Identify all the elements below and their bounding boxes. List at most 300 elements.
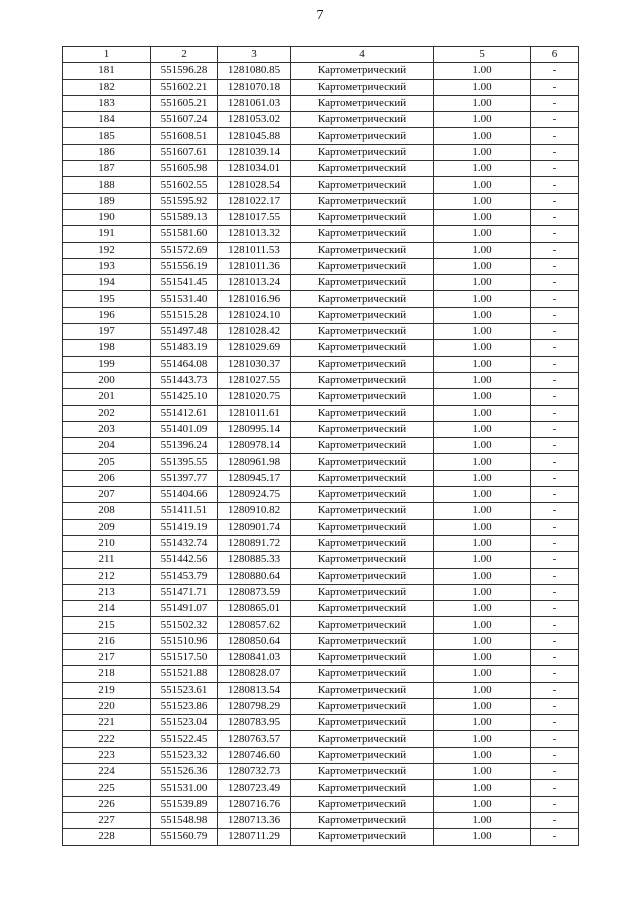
y-coordinate-cell: 1281011.36 xyxy=(218,258,291,274)
y-coordinate-cell: 1281053.02 xyxy=(218,112,291,128)
point-number-cell: 196 xyxy=(63,307,151,323)
table-row xyxy=(63,63,579,79)
method-cell: Картометрический xyxy=(291,666,434,682)
method-cell: Картометрический xyxy=(291,242,434,258)
column-header: 2 xyxy=(151,47,218,63)
point-number-cell: 226 xyxy=(63,796,151,812)
y-coordinate-cell: 1280978.14 xyxy=(218,438,291,454)
accuracy-cell: 1.00 xyxy=(434,568,531,584)
table-row xyxy=(63,193,579,209)
method-cell: Картометрический xyxy=(291,535,434,551)
y-coordinate-cell: 1281011.53 xyxy=(218,242,291,258)
note-cell: - xyxy=(531,698,579,714)
note-cell: - xyxy=(531,112,579,128)
method-cell: Картометрический xyxy=(291,389,434,405)
accuracy-cell: 1.00 xyxy=(434,307,531,323)
column-header: 1 xyxy=(63,47,151,63)
point-number-cell: 204 xyxy=(63,438,151,454)
method-cell: Картометрический xyxy=(291,275,434,291)
x-coordinate-cell: 551602.55 xyxy=(151,177,218,193)
table-row xyxy=(63,454,579,470)
y-coordinate-cell: 1280873.59 xyxy=(218,584,291,600)
method-cell: Картометрический xyxy=(291,307,434,323)
x-coordinate-cell: 551453.79 xyxy=(151,568,218,584)
note-cell: - xyxy=(531,275,579,291)
method-cell: Картометрический xyxy=(291,209,434,225)
method-cell: Картометрический xyxy=(291,79,434,95)
y-coordinate-cell: 1280865.01 xyxy=(218,601,291,617)
note-cell: - xyxy=(531,63,579,79)
note-cell: - xyxy=(531,242,579,258)
method-cell: Картометрический xyxy=(291,747,434,763)
x-coordinate-cell: 551523.86 xyxy=(151,698,218,714)
accuracy-cell: 1.00 xyxy=(434,438,531,454)
y-coordinate-cell: 1281080.85 xyxy=(218,63,291,79)
point-number-cell: 209 xyxy=(63,519,151,535)
note-cell: - xyxy=(531,161,579,177)
point-number-cell: 222 xyxy=(63,731,151,747)
x-coordinate-cell: 551517.50 xyxy=(151,649,218,665)
accuracy-cell: 1.00 xyxy=(434,601,531,617)
note-cell: - xyxy=(531,340,579,356)
x-coordinate-cell: 551522.45 xyxy=(151,731,218,747)
y-coordinate-cell: 1281017.55 xyxy=(218,209,291,225)
method-cell: Картометрический xyxy=(291,454,434,470)
point-number-cell: 228 xyxy=(63,829,151,845)
accuracy-cell: 1.00 xyxy=(434,698,531,714)
note-cell: - xyxy=(531,389,579,405)
note-cell: - xyxy=(531,764,579,780)
note-cell: - xyxy=(531,780,579,796)
note-cell: - xyxy=(531,438,579,454)
method-cell: Картометрический xyxy=(291,584,434,600)
accuracy-cell: 1.00 xyxy=(434,144,531,160)
method-cell: Картометрический xyxy=(291,698,434,714)
table-row xyxy=(63,421,579,437)
point-number-cell: 187 xyxy=(63,161,151,177)
note-cell: - xyxy=(531,356,579,372)
table-row xyxy=(63,698,579,714)
accuracy-cell: 1.00 xyxy=(434,95,531,111)
table-row xyxy=(63,617,579,633)
table-row xyxy=(63,552,579,568)
table-row xyxy=(63,568,579,584)
table-row xyxy=(63,812,579,828)
x-coordinate-cell: 551397.77 xyxy=(151,470,218,486)
column-header: 3 xyxy=(218,47,291,63)
x-coordinate-cell: 551539.89 xyxy=(151,796,218,812)
table-row xyxy=(63,519,579,535)
accuracy-cell: 1.00 xyxy=(434,226,531,242)
x-coordinate-cell: 551607.24 xyxy=(151,112,218,128)
page-number: 7 xyxy=(316,8,324,23)
point-number-cell: 195 xyxy=(63,291,151,307)
method-cell: Картометрический xyxy=(291,617,434,633)
point-number-cell: 225 xyxy=(63,780,151,796)
point-number-cell: 212 xyxy=(63,568,151,584)
note-cell: - xyxy=(531,731,579,747)
y-coordinate-cell: 1281039.14 xyxy=(218,144,291,160)
table-row xyxy=(63,258,579,274)
method-cell: Картометрический xyxy=(291,812,434,828)
note-cell: - xyxy=(531,307,579,323)
accuracy-cell: 1.00 xyxy=(434,829,531,845)
x-coordinate-cell: 551608.51 xyxy=(151,128,218,144)
x-coordinate-cell: 551531.00 xyxy=(151,780,218,796)
point-number-cell: 181 xyxy=(63,63,151,79)
point-number-cell: 211 xyxy=(63,552,151,568)
point-number-cell: 185 xyxy=(63,128,151,144)
note-cell: - xyxy=(531,796,579,812)
accuracy-cell: 1.00 xyxy=(434,340,531,356)
point-number-cell: 224 xyxy=(63,764,151,780)
method-cell: Картометрический xyxy=(291,112,434,128)
note-cell: - xyxy=(531,503,579,519)
point-number-cell: 221 xyxy=(63,715,151,731)
table-row xyxy=(63,470,579,486)
x-coordinate-cell: 551605.21 xyxy=(151,95,218,111)
point-number-cell: 203 xyxy=(63,421,151,437)
method-cell: Картометрический xyxy=(291,95,434,111)
x-coordinate-cell: 551396.24 xyxy=(151,438,218,454)
accuracy-cell: 1.00 xyxy=(434,470,531,486)
accuracy-cell: 1.00 xyxy=(434,666,531,682)
accuracy-cell: 1.00 xyxy=(434,421,531,437)
method-cell: Картометрический xyxy=(291,372,434,388)
x-coordinate-cell: 551589.13 xyxy=(151,209,218,225)
y-coordinate-cell: 1281070.18 xyxy=(218,79,291,95)
table-row xyxy=(63,666,579,682)
table-row xyxy=(63,649,579,665)
x-coordinate-cell: 551607.61 xyxy=(151,144,218,160)
accuracy-cell: 1.00 xyxy=(434,405,531,421)
accuracy-cell: 1.00 xyxy=(434,258,531,274)
method-cell: Картометрический xyxy=(291,780,434,796)
table-row xyxy=(63,405,579,421)
x-coordinate-cell: 551595.92 xyxy=(151,193,218,209)
table-row xyxy=(63,291,579,307)
coordinates-table xyxy=(62,46,579,846)
table-row xyxy=(63,112,579,128)
note-cell: - xyxy=(531,552,579,568)
point-number-cell: 198 xyxy=(63,340,151,356)
y-coordinate-cell: 1280901.74 xyxy=(218,519,291,535)
note-cell: - xyxy=(531,144,579,160)
y-coordinate-cell: 1280857.62 xyxy=(218,617,291,633)
y-coordinate-cell: 1280763.57 xyxy=(218,731,291,747)
x-coordinate-cell: 551510.96 xyxy=(151,633,218,649)
accuracy-cell: 1.00 xyxy=(434,275,531,291)
x-coordinate-cell: 551596.28 xyxy=(151,63,218,79)
note-cell: - xyxy=(531,633,579,649)
y-coordinate-cell: 1281016.96 xyxy=(218,291,291,307)
note-cell: - xyxy=(531,291,579,307)
point-number-cell: 183 xyxy=(63,95,151,111)
point-number-cell: 199 xyxy=(63,356,151,372)
point-number-cell: 217 xyxy=(63,649,151,665)
note-cell: - xyxy=(531,535,579,551)
point-number-cell: 194 xyxy=(63,275,151,291)
note-cell: - xyxy=(531,649,579,665)
point-number-cell: 213 xyxy=(63,584,151,600)
x-coordinate-cell: 551560.79 xyxy=(151,829,218,845)
x-coordinate-cell: 551523.04 xyxy=(151,715,218,731)
point-number-cell: 205 xyxy=(63,454,151,470)
note-cell: - xyxy=(531,177,579,193)
table-row xyxy=(63,144,579,160)
table-row xyxy=(63,764,579,780)
table-row xyxy=(63,829,579,845)
accuracy-cell: 1.00 xyxy=(434,552,531,568)
table-row xyxy=(63,731,579,747)
note-cell: - xyxy=(531,568,579,584)
note-cell: - xyxy=(531,747,579,763)
accuracy-cell: 1.00 xyxy=(434,242,531,258)
y-coordinate-cell: 1280850.64 xyxy=(218,633,291,649)
accuracy-cell: 1.00 xyxy=(434,128,531,144)
x-coordinate-cell: 551523.32 xyxy=(151,747,218,763)
y-coordinate-cell: 1280711.29 xyxy=(218,829,291,845)
y-coordinate-cell: 1280995.14 xyxy=(218,421,291,437)
method-cell: Картометрический xyxy=(291,601,434,617)
table-row xyxy=(63,161,579,177)
y-coordinate-cell: 1280924.75 xyxy=(218,487,291,503)
method-cell: Картометрический xyxy=(291,258,434,274)
accuracy-cell: 1.00 xyxy=(434,633,531,649)
point-number-cell: 190 xyxy=(63,209,151,225)
method-cell: Картометрический xyxy=(291,128,434,144)
method-cell: Картометрический xyxy=(291,291,434,307)
y-coordinate-cell: 1280885.33 xyxy=(218,552,291,568)
y-coordinate-cell: 1281029.69 xyxy=(218,340,291,356)
method-cell: Картометрический xyxy=(291,487,434,503)
table-row xyxy=(63,633,579,649)
method-cell: Картометрический xyxy=(291,470,434,486)
x-coordinate-cell: 551541.45 xyxy=(151,275,218,291)
x-coordinate-cell: 551483.19 xyxy=(151,340,218,356)
x-coordinate-cell: 551464.08 xyxy=(151,356,218,372)
point-number-cell: 227 xyxy=(63,812,151,828)
accuracy-cell: 1.00 xyxy=(434,780,531,796)
table-row xyxy=(63,307,579,323)
note-cell: - xyxy=(531,715,579,731)
table-row xyxy=(63,747,579,763)
point-number-cell: 208 xyxy=(63,503,151,519)
x-coordinate-cell: 551471.71 xyxy=(151,584,218,600)
table-row xyxy=(63,242,579,258)
y-coordinate-cell: 1280880.64 xyxy=(218,568,291,584)
table-row xyxy=(63,209,579,225)
x-coordinate-cell: 551442.56 xyxy=(151,552,218,568)
method-cell: Картометрический xyxy=(291,731,434,747)
x-coordinate-cell: 551425.10 xyxy=(151,389,218,405)
method-cell: Картометрический xyxy=(291,340,434,356)
note-cell: - xyxy=(531,601,579,617)
x-coordinate-cell: 551411.51 xyxy=(151,503,218,519)
method-cell: Картометрический xyxy=(291,356,434,372)
point-number-cell: 200 xyxy=(63,372,151,388)
method-cell: Картометрический xyxy=(291,161,434,177)
method-cell: Картометрический xyxy=(291,764,434,780)
table-row xyxy=(63,275,579,291)
x-coordinate-cell: 551602.21 xyxy=(151,79,218,95)
accuracy-cell: 1.00 xyxy=(434,487,531,503)
y-coordinate-cell: 1280716.76 xyxy=(218,796,291,812)
note-cell: - xyxy=(531,617,579,633)
method-cell: Картометрический xyxy=(291,829,434,845)
point-number-cell: 202 xyxy=(63,405,151,421)
method-cell: Картометрический xyxy=(291,519,434,535)
column-header: 4 xyxy=(291,47,434,63)
method-cell: Картометрический xyxy=(291,63,434,79)
x-coordinate-cell: 551523.61 xyxy=(151,682,218,698)
point-number-cell: 216 xyxy=(63,633,151,649)
method-cell: Картометрический xyxy=(291,503,434,519)
y-coordinate-cell: 1280891.72 xyxy=(218,535,291,551)
method-cell: Картометрический xyxy=(291,193,434,209)
y-coordinate-cell: 1280798.29 xyxy=(218,698,291,714)
point-number-cell: 206 xyxy=(63,470,151,486)
accuracy-cell: 1.00 xyxy=(434,584,531,600)
note-cell: - xyxy=(531,519,579,535)
note-cell: - xyxy=(531,226,579,242)
y-coordinate-cell: 1280713.36 xyxy=(218,812,291,828)
x-coordinate-cell: 551515.28 xyxy=(151,307,218,323)
x-coordinate-cell: 551491.07 xyxy=(151,601,218,617)
table-row xyxy=(63,226,579,242)
x-coordinate-cell: 551556.19 xyxy=(151,258,218,274)
accuracy-cell: 1.00 xyxy=(434,503,531,519)
point-number-cell: 189 xyxy=(63,193,151,209)
accuracy-cell: 1.00 xyxy=(434,193,531,209)
point-number-cell: 223 xyxy=(63,747,151,763)
y-coordinate-cell: 1280746.60 xyxy=(218,747,291,763)
table-row xyxy=(63,356,579,372)
accuracy-cell: 1.00 xyxy=(434,454,531,470)
table-row xyxy=(63,487,579,503)
column-header: 5 xyxy=(434,47,531,63)
y-coordinate-cell: 1281024.10 xyxy=(218,307,291,323)
point-number-cell: 220 xyxy=(63,698,151,714)
x-coordinate-cell: 551395.55 xyxy=(151,454,218,470)
y-coordinate-cell: 1281011.61 xyxy=(218,405,291,421)
accuracy-cell: 1.00 xyxy=(434,389,531,405)
x-coordinate-cell: 551581.60 xyxy=(151,226,218,242)
table-row xyxy=(63,535,579,551)
accuracy-cell: 1.00 xyxy=(434,177,531,193)
method-cell: Картометрический xyxy=(291,715,434,731)
method-cell: Картометрический xyxy=(291,796,434,812)
note-cell: - xyxy=(531,79,579,95)
point-number-cell: 182 xyxy=(63,79,151,95)
y-coordinate-cell: 1280910.82 xyxy=(218,503,291,519)
table-row xyxy=(63,715,579,731)
note-cell: - xyxy=(531,258,579,274)
note-cell: - xyxy=(531,209,579,225)
accuracy-cell: 1.00 xyxy=(434,715,531,731)
accuracy-cell: 1.00 xyxy=(434,649,531,665)
accuracy-cell: 1.00 xyxy=(434,617,531,633)
method-cell: Картометрический xyxy=(291,421,434,437)
point-number-cell: 184 xyxy=(63,112,151,128)
y-coordinate-cell: 1280841.03 xyxy=(218,649,291,665)
note-cell: - xyxy=(531,128,579,144)
y-coordinate-cell: 1280961.98 xyxy=(218,454,291,470)
point-number-cell: 188 xyxy=(63,177,151,193)
method-cell: Картометрический xyxy=(291,226,434,242)
y-coordinate-cell: 1281027.55 xyxy=(218,372,291,388)
note-cell: - xyxy=(531,584,579,600)
accuracy-cell: 1.00 xyxy=(434,796,531,812)
y-coordinate-cell: 1280732.73 xyxy=(218,764,291,780)
accuracy-cell: 1.00 xyxy=(434,747,531,763)
x-coordinate-cell: 551548.98 xyxy=(151,812,218,828)
accuracy-cell: 1.00 xyxy=(434,324,531,340)
note-cell: - xyxy=(531,95,579,111)
point-number-cell: 215 xyxy=(63,617,151,633)
accuracy-cell: 1.00 xyxy=(434,535,531,551)
table-row xyxy=(63,372,579,388)
x-coordinate-cell: 551412.61 xyxy=(151,405,218,421)
point-number-cell: 186 xyxy=(63,144,151,160)
x-coordinate-cell: 551572.69 xyxy=(151,242,218,258)
table-row xyxy=(63,389,579,405)
x-coordinate-cell: 551419.19 xyxy=(151,519,218,535)
accuracy-cell: 1.00 xyxy=(434,112,531,128)
y-coordinate-cell: 1280828.07 xyxy=(218,666,291,682)
method-cell: Картометрический xyxy=(291,568,434,584)
point-number-cell: 219 xyxy=(63,682,151,698)
accuracy-cell: 1.00 xyxy=(434,764,531,780)
point-number-cell: 191 xyxy=(63,226,151,242)
y-coordinate-cell: 1281045.88 xyxy=(218,128,291,144)
table-row xyxy=(63,340,579,356)
x-coordinate-cell: 551497.48 xyxy=(151,324,218,340)
table-row xyxy=(63,324,579,340)
y-coordinate-cell: 1281030.37 xyxy=(218,356,291,372)
x-coordinate-cell: 551531.40 xyxy=(151,291,218,307)
table-row xyxy=(63,79,579,95)
x-coordinate-cell: 551404.66 xyxy=(151,487,218,503)
y-coordinate-cell: 1281028.42 xyxy=(218,324,291,340)
table-row xyxy=(63,438,579,454)
point-number-cell: 210 xyxy=(63,535,151,551)
note-cell: - xyxy=(531,324,579,340)
method-cell: Картометрический xyxy=(291,438,434,454)
note-cell: - xyxy=(531,193,579,209)
x-coordinate-cell: 551605.98 xyxy=(151,161,218,177)
accuracy-cell: 1.00 xyxy=(434,161,531,177)
table-row xyxy=(63,503,579,519)
x-coordinate-cell: 551432.74 xyxy=(151,535,218,551)
note-cell: - xyxy=(531,829,579,845)
x-coordinate-cell: 551502.32 xyxy=(151,617,218,633)
y-coordinate-cell: 1281028.54 xyxy=(218,177,291,193)
y-coordinate-cell: 1281061.03 xyxy=(218,95,291,111)
x-coordinate-cell: 551526.36 xyxy=(151,764,218,780)
note-cell: - xyxy=(531,470,579,486)
x-coordinate-cell: 551521.88 xyxy=(151,666,218,682)
method-cell: Картометрический xyxy=(291,552,434,568)
table-row xyxy=(63,682,579,698)
y-coordinate-cell: 1280723.49 xyxy=(218,780,291,796)
table-header-row xyxy=(63,47,579,63)
method-cell: Картометрический xyxy=(291,649,434,665)
y-coordinate-cell: 1281020.75 xyxy=(218,389,291,405)
point-number-cell: 218 xyxy=(63,666,151,682)
point-number-cell: 207 xyxy=(63,487,151,503)
point-number-cell: 193 xyxy=(63,258,151,274)
